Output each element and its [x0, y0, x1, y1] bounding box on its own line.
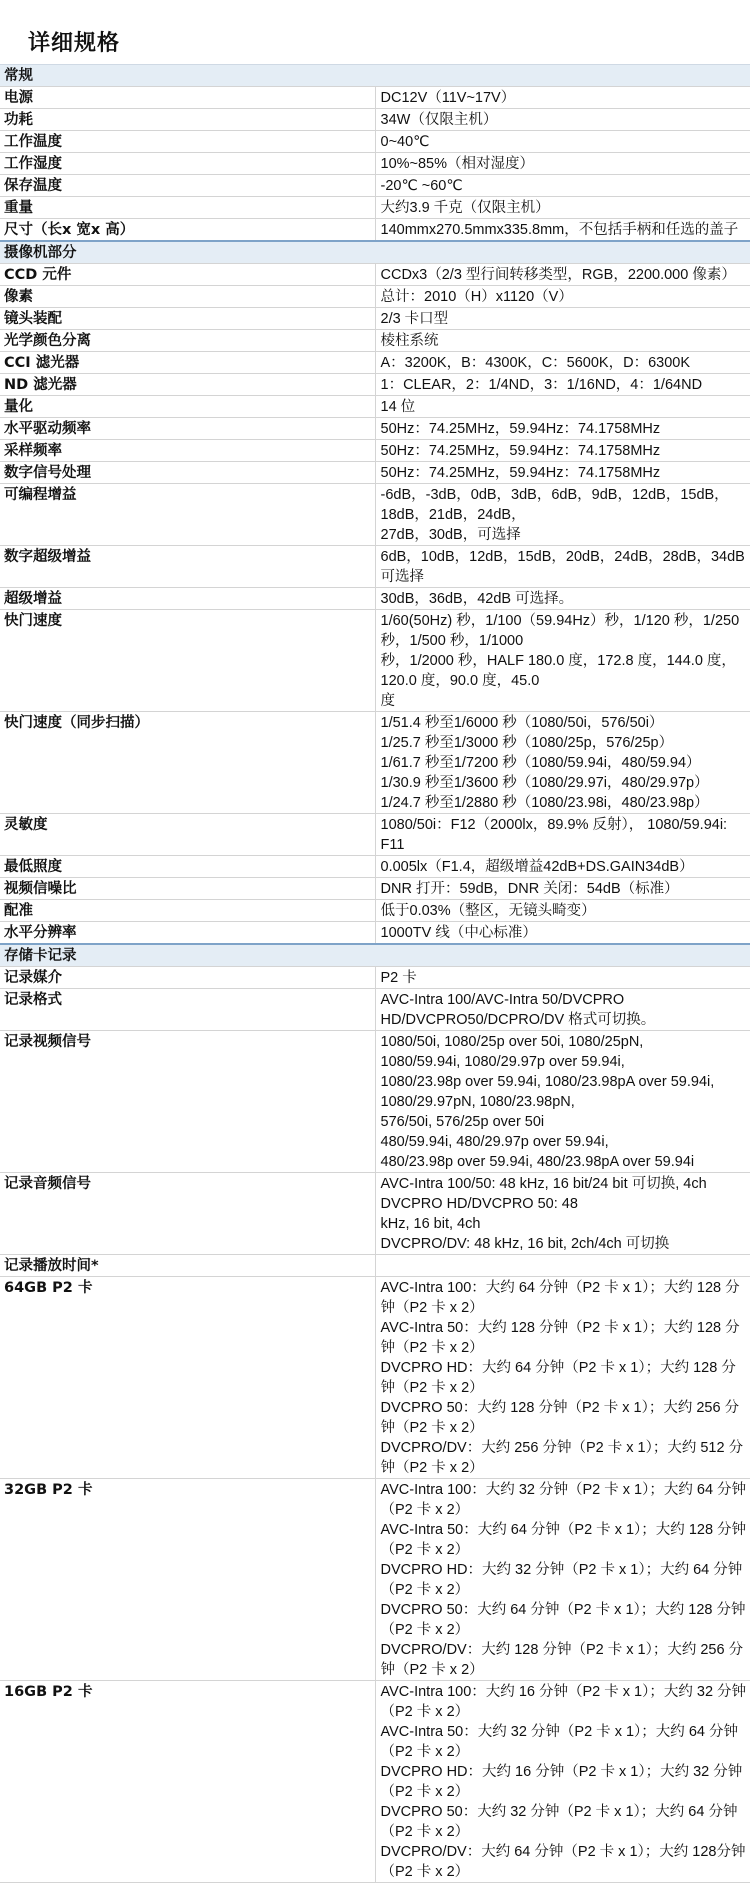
section-header [0, 65, 750, 87]
spec-value-line: DVCPRO HD：大约 16 分钟（P2 卡 x 1）；大约 32 分钟（P2 卡 x 2） [380, 1764, 743, 1800]
spec-value [375, 219, 750, 242]
spec-value-line: 1000TV 线（中心标准） [380, 925, 537, 941]
spec-row [0, 352, 750, 374]
spec-row [0, 878, 750, 900]
spec-value [375, 814, 750, 856]
spec-value-line: 30dB，36dB，42dB 可选择。 [380, 591, 574, 607]
spec-value-line: 27dB，30dB，可选择 [380, 527, 521, 543]
spec-value-line: 1080/29.97pN, 1080/23.98pN, [380, 1094, 575, 1110]
spec-value [375, 352, 750, 374]
spec-value-line: AVC-Intra 50：大约 32 分钟（P2 卡 x 1）；大约 64 分钟（P2 卡 x 2） [380, 1724, 738, 1760]
page-title: 详细规格 [28, 31, 121, 56]
spec-value [375, 484, 750, 546]
spec-value-line: 大约3.9 千克（仅限主机） [380, 200, 550, 216]
spec-label: 灵敏度 [0, 814, 375, 856]
spec-value-line: 0~40℃ [380, 134, 430, 150]
spec-row [0, 175, 750, 197]
spec-row [0, 131, 750, 153]
spec-value-line: DVCPRO 50：大约 32 分钟（P2 卡 x 1）；大约 64 分钟（P2 卡 x 2） [380, 1804, 738, 1840]
spec-row [0, 1031, 750, 1173]
spec-row [0, 374, 750, 396]
spec-value-line: AVC-Intra 100：大约 16 分钟（P2 卡 x 1）；大约 32 分钟（P2 卡 x 2） [380, 1684, 747, 1720]
spec-row [0, 286, 750, 308]
spec-value [375, 1255, 750, 1277]
spec-value [375, 374, 750, 396]
spec-value [375, 197, 750, 219]
spec-value [375, 856, 750, 878]
spec-value-line: 480/59.94i, 480/29.97p over 59.94i, [380, 1134, 609, 1150]
spec-row [0, 484, 750, 546]
spec-value [375, 1479, 750, 1681]
spec-label: 功耗 [0, 109, 375, 131]
section-header [0, 241, 750, 264]
spec-row [0, 967, 750, 989]
spec-row [0, 330, 750, 352]
spec-label: 32GB P2 卡 [0, 1479, 375, 1681]
spec-label: 采样频率 [0, 440, 375, 462]
spec-value [375, 1173, 750, 1255]
spec-value-line: DVCPRO/DV：大约 64 分钟（P2 卡 x 1）；大约 128分钟（P2 卡 x 2） [380, 1844, 746, 1880]
spec-value-line: 低于0.03%（整区，无镜头畸变） [380, 903, 596, 919]
spec-row [0, 462, 750, 484]
spec-value-line: 576/50i, 576/25p over 50i [380, 1114, 545, 1130]
spec-label: ND 滤光器 [0, 374, 375, 396]
spec-value-line: DNR 打开：59dB，DNR 关闭：54dB（标准） [380, 881, 679, 897]
spec-label: 最低照度 [0, 856, 375, 878]
spec-label: 电源 [0, 87, 375, 109]
spec-value-line: 2/3 卡口型 [380, 311, 449, 327]
spec-value-line: DVCPRO 50：大约 128 分钟（P2 卡 x 1）；大约 256 分钟（P2 卡 x 2） [380, 1400, 740, 1436]
spec-value-line: 10%~85%（相对湿度） [380, 156, 535, 172]
spec-value-line: CCDx3（2/3 型行间转移类型，RGB，2200.000 像素） [380, 267, 736, 283]
spec-value [375, 546, 750, 588]
spec-value-line: 480/23.98p over 59.94i, 480/23.98pA over 59.94i [380, 1154, 695, 1170]
section-title: 摄像机部分 [0, 241, 750, 264]
spec-value-line: 1080/59.94i, 1080/29.97p over 59.94i, [380, 1054, 625, 1070]
spec-label: 可编程增益 [0, 484, 375, 546]
spec-value-line: 1/60(50Hz) 秒，1/100（59.94Hz）秒，1/120 秒，1/250 秒，1/500 秒，1/1000 [380, 613, 740, 649]
spec-label: 数字信号处理 [0, 462, 375, 484]
spec-value [375, 1031, 750, 1173]
spec-value [375, 712, 750, 814]
spec-row [0, 440, 750, 462]
spec-value-line: DVCPRO HD：大约 32 分钟（P2 卡 x 1）；大约 64 分钟（P2 卡 x 2） [380, 1562, 743, 1598]
spec-table [0, 64, 750, 1883]
spec-value-line: -6dB，-3dB，0dB，3dB，6dB，9dB，12dB，15dB，18dB，21dB，24dB， [380, 487, 729, 523]
spec-value-line: P2 卡 [380, 970, 417, 986]
spec-label: 保存温度 [0, 175, 375, 197]
spec-value-line: AVC-Intra 50：大约 64 分钟（P2 卡 x 1）；大约 128 分钟（P2 卡 x 2） [380, 1522, 747, 1558]
spec-value [375, 1681, 750, 1883]
spec-value [375, 330, 750, 352]
spec-table-body [0, 65, 750, 1883]
spec-value-line: 14 位 [380, 399, 416, 415]
spec-value-line: DVCPRO/DV：大约 128 分钟（P2 卡 x 1）；大约 256 分钟（P2 卡 x 2） [380, 1642, 744, 1678]
spec-label: 快门速度（同步扫描） [0, 712, 375, 814]
spec-value-line: 度 [380, 693, 395, 709]
spec-value-line: 1080/23.98p over 59.94i, 1080/23.98pA over 59.94i, [380, 1074, 715, 1090]
spec-value-line: kHz, 16 bit, 4ch [380, 1216, 481, 1232]
spec-label: 记录视频信号 [0, 1031, 375, 1173]
spec-row [0, 396, 750, 418]
spec-row [0, 546, 750, 588]
spec-value-line: DVCPRO 50：大约 64 分钟（P2 卡 x 1）；大约 128 分钟（P2 卡 x 2） [380, 1602, 746, 1638]
spec-label: 尺寸（长x 宽x 高） [0, 219, 375, 242]
spec-label: 记录格式 [0, 989, 375, 1031]
spec-row [0, 1479, 750, 1681]
spec-value [375, 462, 750, 484]
spec-label: 量化 [0, 396, 375, 418]
spec-value [375, 131, 750, 153]
spec-value-line: 1080/50i：F12（2000lx，89.9% 反射）， 1080/59.94i: F11 [380, 817, 728, 853]
spec-value-line: 秒，1/2000 秒，HALF 180.0 度，172.8 度，144.0 度，120.0 度，90.0 度，45.0 [380, 653, 736, 689]
spec-row [0, 588, 750, 610]
spec-row [0, 712, 750, 814]
spec-label: CCD 元件 [0, 264, 375, 286]
spec-value-line: DVCPRO/DV：大约 256 分钟（P2 卡 x 1）；大约 512 分钟（P2 卡 x 2） [380, 1440, 744, 1476]
spec-value-line: 1/51.4 秒至1/6000 秒（1080/50i，576/50i） [380, 715, 664, 731]
spec-label: 视频信噪比 [0, 878, 375, 900]
spec-value-line: 6dB，10dB，12dB，15dB，20dB，24dB，28dB，34dB 可选择 [380, 549, 745, 585]
spec-value [375, 440, 750, 462]
spec-value-line: 1/30.9 秒至1/3600 秒（1080/29.97i，480/29.97p） [380, 775, 709, 791]
spec-label: 记录媒介 [0, 967, 375, 989]
spec-value [375, 418, 750, 440]
spec-row [0, 308, 750, 330]
spec-value-line: AVC-Intra 100/50: 48 kHz, 16 bit/24 bit 可切换, 4ch DVCPRO HD/DVCPRO 50: 48 [380, 1176, 707, 1212]
spec-row [0, 219, 750, 242]
spec-value [375, 1277, 750, 1479]
spec-value-line: 50Hz：74.25MHz，59.94Hz：74.1758MHz [380, 443, 661, 459]
spec-label: 镜头装配 [0, 308, 375, 330]
spec-label: 记录播放时间* [0, 1255, 375, 1277]
spec-label: 快门速度 [0, 610, 375, 712]
spec-value [375, 308, 750, 330]
spec-value-line: A：3200K，B：4300K，C：5600K，D：6300K [380, 355, 690, 371]
spec-value-line: 50Hz：74.25MHz，59.94Hz：74.1758MHz [380, 421, 661, 437]
spec-value-line: -20℃ ~60℃ [380, 178, 463, 194]
spec-row [0, 87, 750, 109]
spec-label: 64GB P2 卡 [0, 1277, 375, 1479]
spec-value [375, 900, 750, 922]
spec-row [0, 264, 750, 286]
spec-label: 工作温度 [0, 131, 375, 153]
spec-value-line: AVC-Intra 50：大约 128 分钟（P2 卡 x 1）；大约 128 分钟（P2 卡 x 2） [380, 1320, 740, 1356]
spec-row [0, 922, 750, 945]
spec-value [375, 286, 750, 308]
spec-label: 工作湿度 [0, 153, 375, 175]
spec-row [0, 418, 750, 440]
spec-row [0, 109, 750, 131]
spec-value [375, 87, 750, 109]
spec-value [375, 396, 750, 418]
section-header [0, 944, 750, 967]
spec-row [0, 900, 750, 922]
spec-row [0, 610, 750, 712]
spec-value-line: DVCPRO HD：大约 64 分钟（P2 卡 x 1）；大约 128 分钟（P2 卡 x 2） [380, 1360, 736, 1396]
spec-row [0, 1681, 750, 1883]
spec-value [375, 610, 750, 712]
spec-label: 数字超级增益 [0, 546, 375, 588]
spec-value-line: 棱柱系统 [380, 333, 439, 349]
spec-value [375, 109, 750, 131]
section-title: 常规 [0, 65, 750, 87]
spec-value-line: 1/61.7 秒至1/7200 秒（1080/59.94i，480/59.94） [380, 755, 701, 771]
spec-label: 记录音频信号 [0, 1173, 375, 1255]
spec-value-line: 1/25.7 秒至1/3000 秒（1080/25p，576/25p） [380, 735, 674, 751]
spec-value [375, 967, 750, 989]
spec-value-line [381, 1256, 749, 1276]
spec-label: 像素 [0, 286, 375, 308]
section-title: 存储卡记录 [0, 944, 750, 967]
spec-value [375, 264, 750, 286]
spec-value-line: 0.005lx（F1.4，超级增益42dB+DS.GAIN34dB） [380, 859, 694, 875]
spec-row [0, 1277, 750, 1479]
spec-value-line: DC12V（11V~17V） [380, 90, 516, 106]
spec-row [0, 1173, 750, 1255]
spec-row [0, 1255, 750, 1277]
spec-value-line: AVC-Intra 100：大约 32 分钟（P2 卡 x 1）；大约 64 分钟（P2 卡 x 2） [380, 1482, 747, 1518]
spec-value-line: AVC-Intra 100/AVC-Intra 50/DVCPRO HD/DVCPRO50/DCPRO/DV 格式可切换。 [380, 992, 656, 1028]
spec-row [0, 856, 750, 878]
spec-value-line: 1080/50i, 1080/25p over 50i, 1080/25pN, [380, 1034, 644, 1050]
spec-value [375, 175, 750, 197]
spec-label: 光学颜色分离 [0, 330, 375, 352]
spec-value-line: AVC-Intra 100：大约 64 分钟（P2 卡 x 1）；大约 128 分钟（P2 卡 x 2） [380, 1280, 740, 1316]
spec-label: 水平分辨率 [0, 922, 375, 945]
spec-label: CCI 滤光器 [0, 352, 375, 374]
spec-value-line: DVCPRO/DV: 48 kHz, 16 bit, 2ch/4ch 可切换 [380, 1236, 670, 1252]
spec-value [375, 878, 750, 900]
spec-label: 配准 [0, 900, 375, 922]
spec-row [0, 814, 750, 856]
spec-value [375, 153, 750, 175]
spec-label: 重量 [0, 197, 375, 219]
spec-label: 超级增益 [0, 588, 375, 610]
spec-row [0, 153, 750, 175]
spec-value-line: 34W（仅限主机） [380, 112, 498, 128]
spec-value [375, 922, 750, 945]
spec-value-line: 1：CLEAR，2：1/4ND，3：1/16ND，4：1/64ND [380, 377, 703, 393]
spec-value-line: 总计：2010（H）x1120（V） [380, 289, 573, 305]
spec-value-line: 50Hz：74.25MHz，59.94Hz：74.1758MHz [380, 465, 661, 481]
spec-row [0, 197, 750, 219]
spec-label: 16GB P2 卡 [0, 1681, 375, 1883]
spec-value [375, 989, 750, 1031]
spec-value-line: 1/24.7 秒至1/2880 秒（1080/23.98i，480/23.98p） [380, 795, 709, 811]
spec-value [375, 588, 750, 610]
spec-value-line: 140mmx270.5mmx335.8mm，不包括手柄和任选的盖子 [380, 222, 739, 238]
spec-label: 水平驱动频率 [0, 418, 375, 440]
spec-row [0, 989, 750, 1031]
